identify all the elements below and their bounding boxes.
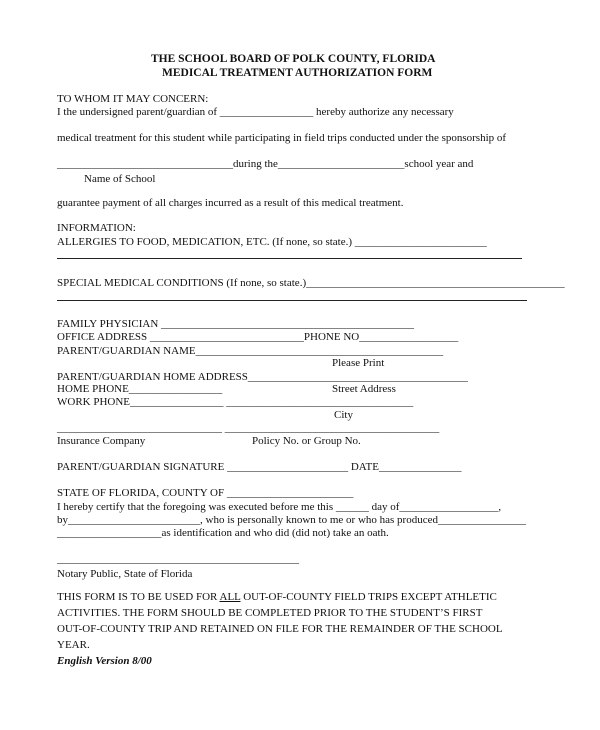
notice-line-4: YEAR. xyxy=(57,639,90,651)
authorization-line-4: guarantee payment of all charges incurred as a result of this medical treatment. xyxy=(57,197,404,209)
street-address-caption: Street Address xyxy=(332,383,396,395)
special-conditions-extra-line[interactable] xyxy=(57,300,527,301)
insurance-field-line[interactable]: ______________________________ _______________________________________ xyxy=(57,422,440,434)
notice-line-1: THIS FORM IS TO BE USED FOR ALL OUT-OF-COUNTY FIELD TRIPS EXCEPT ATHLETIC xyxy=(57,591,497,603)
version-label: English Version 8/00 xyxy=(57,655,152,667)
notice-line-3: OUT-OF-COUNTY TRIP AND RETAINED ON FILE FOR THE REMAINDER OF THE SCHOOL xyxy=(57,623,503,635)
notice-line-2: ACTIVITIES. THE FORM SHOULD BE COMPLETED PRIOR TO THE STUDENT’S FIRST xyxy=(57,607,483,619)
form-title-line-2: MEDICAL TREATMENT AUTHORIZATION FORM xyxy=(162,67,433,79)
state-county-field[interactable]: STATE OF FLORIDA, COUNTY OF _______________________ xyxy=(57,487,354,499)
usage-notice xyxy=(57,589,503,653)
authorization-line-1: I the undersigned parent/guardian of _________________ hereby authorize any necessary xyxy=(57,106,454,118)
home-phone-field[interactable]: HOME PHONE_________________ xyxy=(57,383,223,395)
special-conditions-field[interactable]: SPECIAL MEDICAL CONDITIONS (If none, so state.)_______________________________________________ xyxy=(57,277,565,289)
please-print-caption: Please Print xyxy=(332,357,385,369)
notary-caption: Notary Public, State of Florida xyxy=(57,568,193,580)
form-title-line-1: THE SCHOOL BOARD OF POLK COUNTY, FLORIDA xyxy=(151,53,436,65)
notice-emphasis: ALL xyxy=(219,591,241,603)
city-caption: City xyxy=(334,409,353,421)
allergies-field[interactable]: ALLERGIES TO FOOD, MEDICATION, ETC. (If none, so state.) ________________________ xyxy=(57,236,487,248)
certify-line-3[interactable]: ___________________as identification and who did (did not) take an oath. xyxy=(57,527,389,539)
authorization-line-2: medical treatment for this student while participating in field trips conducted under the sponsorship of xyxy=(57,132,507,144)
allergies-extra-line[interactable] xyxy=(57,258,522,259)
information-heading: INFORMATION: xyxy=(57,222,136,234)
certify-line-2[interactable]: by________________________, who is personally known to me or who has produced________________ xyxy=(57,514,526,526)
policy-number-caption: Policy No. or Group No. xyxy=(252,435,361,447)
salutation: TO WHOM IT MAY CONCERN: xyxy=(57,93,209,105)
notary-signature-line[interactable]: ____________________________________________ xyxy=(57,553,299,565)
home-address-field[interactable]: PARENT/GUARDIAN HOME ADDRESS________________________________________ xyxy=(57,371,468,383)
work-phone-field[interactable]: WORK PHONE_________________ __________________________________ xyxy=(57,396,414,408)
insurance-company-caption: Insurance Company xyxy=(57,435,146,447)
parent-signature-field[interactable]: PARENT/GUARDIAN SIGNATURE ______________________ DATE_______________ xyxy=(57,461,462,473)
parent-name-field[interactable]: PARENT/GUARDIAN NAME_____________________________________________ xyxy=(57,345,444,357)
office-address-field[interactable]: OFFICE ADDRESS ____________________________PHONE NO__________________ xyxy=(57,331,459,343)
school-name-caption: Name of School xyxy=(84,173,156,185)
certify-line-1[interactable]: I hereby certify that the foregoing was executed before me this ______ day of__________________, xyxy=(57,501,502,513)
authorization-line-3: ________________________________during the_______________________school year and xyxy=(57,158,474,170)
family-physician-field[interactable]: FAMILY PHYSICIAN ______________________________________________ xyxy=(57,318,415,330)
